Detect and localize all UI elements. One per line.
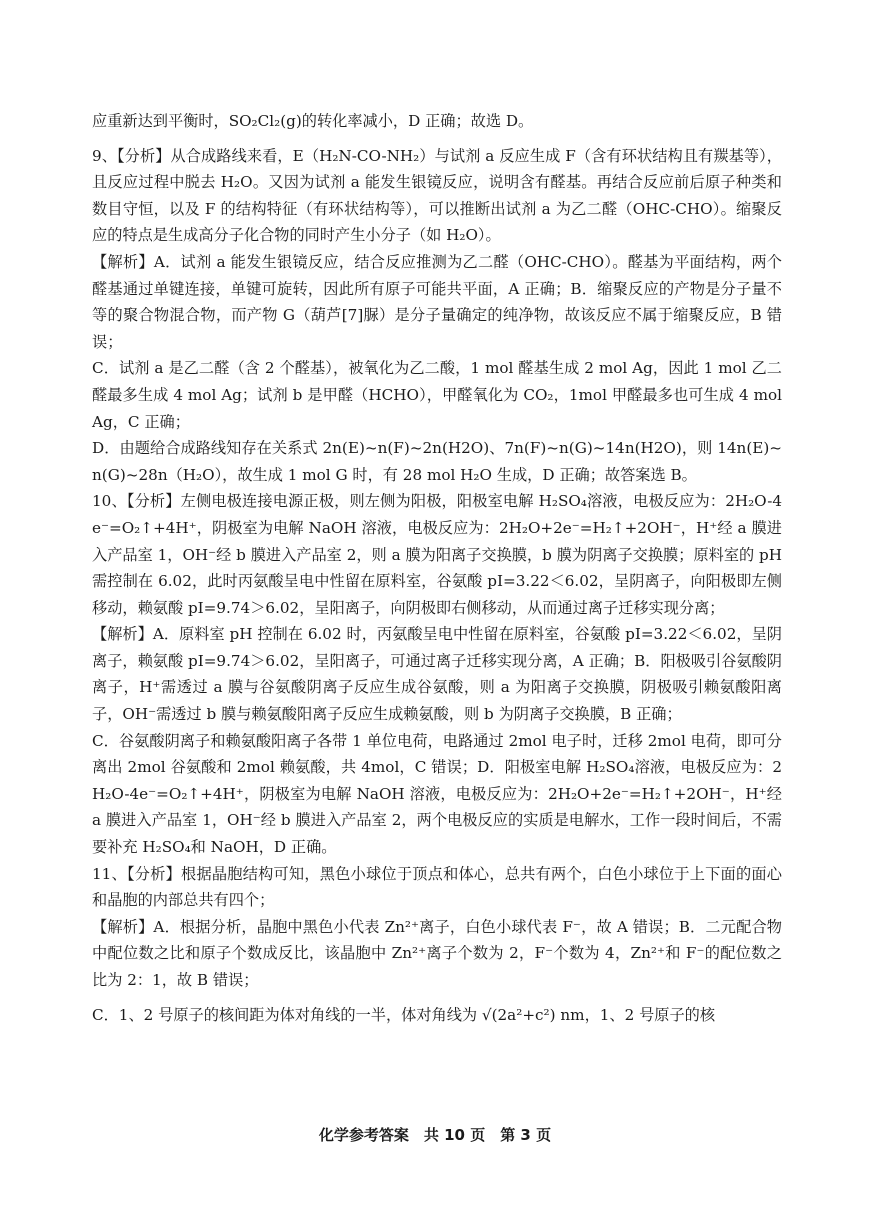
paragraph-q8-end: 应重新达到平衡时，SO₂Cl₂(g)的转化率减小，D 正确；故选 D。 [92,112,534,130]
paragraph-q10-solution-ab: 【解析】A．原料室 pH 控制在 6.02 时，丙氨酸呈电中性留在原料室，谷氨酸 pI=3.22＜6.02，呈阴离子，赖氨酸 pI=9.74＞6.02，呈阳离子，可通过离子迁移实现分离，A 正确；B．阳极吸引谷氨酸阴离子，H⁺需透过 a 膜与谷氨酸阴离子反应生成谷氨酸，则 a 为阳离子交换膜，阴极吸引赖氨酸阳离子，OH⁻需透过 b 膜与赖氨酸阳离子反应生成赖氨酸，则 b 为阴离子交换膜，B 正确； [92,625,782,724]
paragraph-q9-solution-d: D．由题给合成路线知存在关系式 2n(E)~n(F)~2n(H2O)、7n(F)~n(G)~14n(H2O)，则 14n(E)~n(G)~28n（H₂O），故生成 1 mol G 时，有 28 mol H₂O 生成，D 正确；故答案选 B。 [92,439,782,484]
paragraph-gap [92,994,782,1002]
paragraph-q11-analysis: 11、【分析】根据晶胞结构可知，黑色小球位于顶点和体心，总共有两个，白色小球位于上下面的面心和晶胞的内部总共有四个； [92,864,782,910]
paragraph-q10-analysis: 10、【分析】左侧电极连接电源正极，则左侧为阳极，阳极室电解 H₂SO₄溶液，电极反应为：2H₂O-4e⁻=O₂↑+4H⁺，阴极室为电解 NaOH 溶液，电极反应为：2H₂O+2e⁻=H₂↑+2OH⁻，H⁺经 a 膜进入产品室 1，OH⁻经 b 膜进入产品室 2，则 a 膜为阳离子交换膜，b 膜为阴离子交换膜；原料室的 pH 需控制在 6.02，此时丙氨酸呈电中性留在原料室，谷氨酸 pI=3.22＜6.02，呈阴离子，向阳极即左侧移动，赖氨酸 pI=9.74＞6.02，呈阳离子，向阴极即右侧移动，从而通过离子迁移实现分离； [92,492,782,617]
paragraph-q9-solution-c: C．试剂 a 是乙二醛（含 2 个醛基），被氧化为乙二酸，1 mol 醛基生成 2 mol Ag，因此 1 mol 乙二醛最多生成 4 mol Ag；试剂 b 是甲醛（HCHO），甲醛氧化为 CO₂，1mol 甲醛最多也可生成 4 mol Ag，C 正确； [92,359,782,431]
document-body [92,108,782,1028]
paragraph-q11-solution-ab: 【解析】A．根据分析，晶胞中黑色小代表 Zn²⁺离子，白色小球代表 F⁻，故 A 错误；B．二元配合物中配位数之比和原子个数成反比，该晶胞中 Zn²⁺离子个数为 2，F⁻个数为 4，Zn²⁺和 F⁻的配位数之比为 2：1，故 B 错误； [92,917,782,989]
paragraph-q9-analysis: 9、【分析】从合成路线来看，E（H₂N-CO-NH₂）与试剂 a 反应生成 F（含有环状结构且有羰基等），且反应过程中脱去 H₂O。又因为试剂 a 能发生银镜反应，说明含有醛基。再结合反应前后原子种类和数目守恒，以及 F 的结构特征（有环状结构等），可以推断出试剂 a 为乙二醛（OHC-CHO）。缩聚反应的特点是生成高分子化合物的同时产生小分子（如 H₂O）。 [92,146,782,245]
paragraph-q9-solution-ab: 【解析】A．试剂 a 能发生银镜反应，结合反应推测为乙二醛（OHC-CHO）。醛基为平面结构，两个醛基通过单键连接，单键可旋转，因此所有原子可能共平面，A 正确；B．缩聚反应的产物是分子量不等的聚合物混合物，而产物 G（葫芦[7]脲）是分子量确定的纯净物，故该反应不属于缩聚反应，B 错误； [92,252,782,351]
paragraph-q10-solution-cd: C．谷氨酸阴离子和赖氨酸阳离子各带 1 单位电荷，电路通过 2mol 电子时，迁移 2mol 电荷，即可分离出 2mol 谷氨酸和 2mol 赖氨酸，共 4mol，C 错误；D．阳极室电解 H₂SO₄溶液，电极反应为：2H₂O-4e⁻=O₂↑+4H⁺，阴极室为电解 NaOH 溶液，电极反应为：2H₂O+2e⁻=H₂↑+2OH⁻，H⁺经 a 膜进入产品室 1，OH⁻经 b 膜进入产品室 2，两个电极反应的实质是电解水，工作一段时间后，不需要补充 H₂SO₄和 NaOH，D 正确。 [92,731,782,857]
page-footer: 化学参考答案 共 10 页 第 3 页 [318,1126,552,1144]
paragraph-gap [92,135,782,143]
paragraph-q11-solution-c: C．1、2 号原子的核间距为体对角线的一半，体对角线为 √(2a²+c²) nm，1、2 号原子的核 [92,1005,716,1024]
